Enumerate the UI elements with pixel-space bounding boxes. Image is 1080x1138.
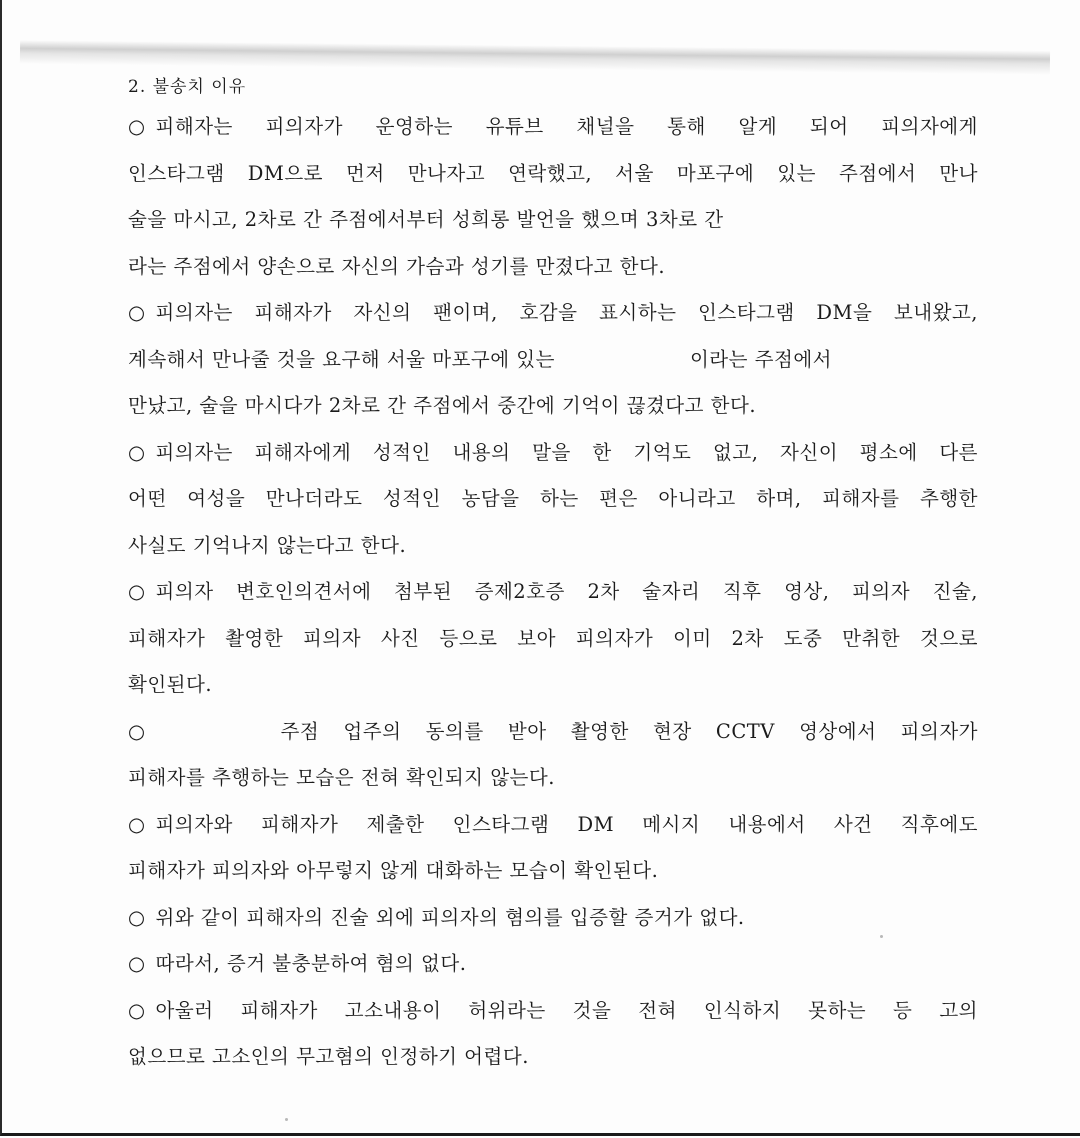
- paragraph-3-line-3: 사실도 기억나지 않는다고 한다.: [128, 533, 407, 557]
- paragraph-9-line-2: 없으므로 고소인의 무고혐의 인정하기 어렵다.: [128, 1045, 529, 1068]
- paragraph-1-line-1: ○ 피해자는 피의자가 운영하는 유튜브 채널을 통해 알게 되어 피의자에게: [128, 104, 978, 151]
- bullet-circle: ○: [128, 812, 146, 836]
- section-heading: 2. 불송치 이유: [128, 77, 247, 97]
- paragraph-4-line-3: 확인된다.: [128, 673, 213, 696]
- paragraph-4-line-2: 피해자가 촬영한 피의자 사진 등으로 보아 피의자가 이미 2차 도중 만취한 것으로: [128, 626, 978, 650]
- paragraph-6-line-1: ○ 피의자와 피해자가 제출한 인스타그램 DM 메시지 내용에서 사건 직후에도: [128, 802, 978, 849]
- paragraph-3-line-1: ○ 피의자는 피해자에게 성적인 내용의 말을 한 기억도 없고, 자신이 평소에 다른: [128, 430, 978, 477]
- paragraph-2-line-3: 만났고, 술을 마시다가 2차로 간 주점에서 중간에 기억이 끊겼다고 한다.: [128, 394, 757, 417]
- paragraph-1-line-3: 술을 마시고, 2차로 간 주점에서부터 성희롱 발언을 했으며 3차로 간: [128, 208, 724, 231]
- paragraph-1-line-4: 라는 주점에서 양손으로 자신의 가슴과 성기를 만졌다고 한다.: [128, 254, 666, 278]
- paragraph-9-line-1: ○ 아울러 피해자가 고소내용이 허위라는 것을 전혀 인식하지 못하는 등 고의: [128, 988, 978, 1035]
- bullet-circle: ○: [128, 905, 146, 929]
- paragraph-2-line-2: 계속해서 만나줄 것을 요구해 서울 마포구에 있는 이라는 주점에서: [128, 347, 832, 371]
- document-body: [128, 70, 978, 1081]
- bullet-circle: ○: [128, 301, 146, 324]
- bullet-circle: ○: [128, 998, 146, 1022]
- paragraph-4-line-1: ○ 피의자 변호인의견서에 첨부된 증제2호증 2차 술자리 직후 영상, 피의자 진술,: [128, 569, 978, 616]
- bullet-circle: ○: [128, 115, 146, 138]
- paragraph-5-line-2: 피해자를 추행하는 모습은 전혀 확인되지 않는다.: [128, 766, 555, 789]
- paragraph-7-line-1: ○ 위와 같이 피해자의 진술 외에 피의자의 혐의를 입증할 증거가 없다.: [128, 895, 978, 942]
- paragraph-5-line-1: ○ 주점 업주의 동의를 받아 촬영한 현장 CCTV 영상에서 피의자가: [128, 709, 978, 756]
- bullet-circle: ○: [128, 440, 146, 464]
- paragraph-6-line-2: 피해자가 피의자와 아무렇지 않게 대화하는 모습이 확인된다.: [128, 859, 659, 882]
- bullet-circle: ○: [128, 719, 146, 743]
- scan-speck: [285, 1118, 288, 1121]
- paragraph-3-line-2: 어떤 여성을 만나더라도 성적인 농담을 하는 편은 아니라고 하며, 피해자를 추행한: [128, 487, 978, 510]
- bullet-circle: ○: [128, 952, 146, 975]
- bullet-circle: ○: [128, 580, 146, 603]
- paragraph-8-line-1: ○ 따라서, 증거 불충분하여 혐의 없다.: [128, 941, 978, 988]
- scan-speck: [880, 935, 883, 938]
- paragraph-2-line-1: ○ 피의자는 피해자가 자신의 팬이며, 호감을 표시하는 인스타그램 DM을 보내왔고,: [128, 290, 978, 337]
- paragraph-1-line-2: 인스타그램 DM으로 먼저 만나자고 연락했고, 서울 마포구에 있는 주점에서 만나: [128, 161, 978, 185]
